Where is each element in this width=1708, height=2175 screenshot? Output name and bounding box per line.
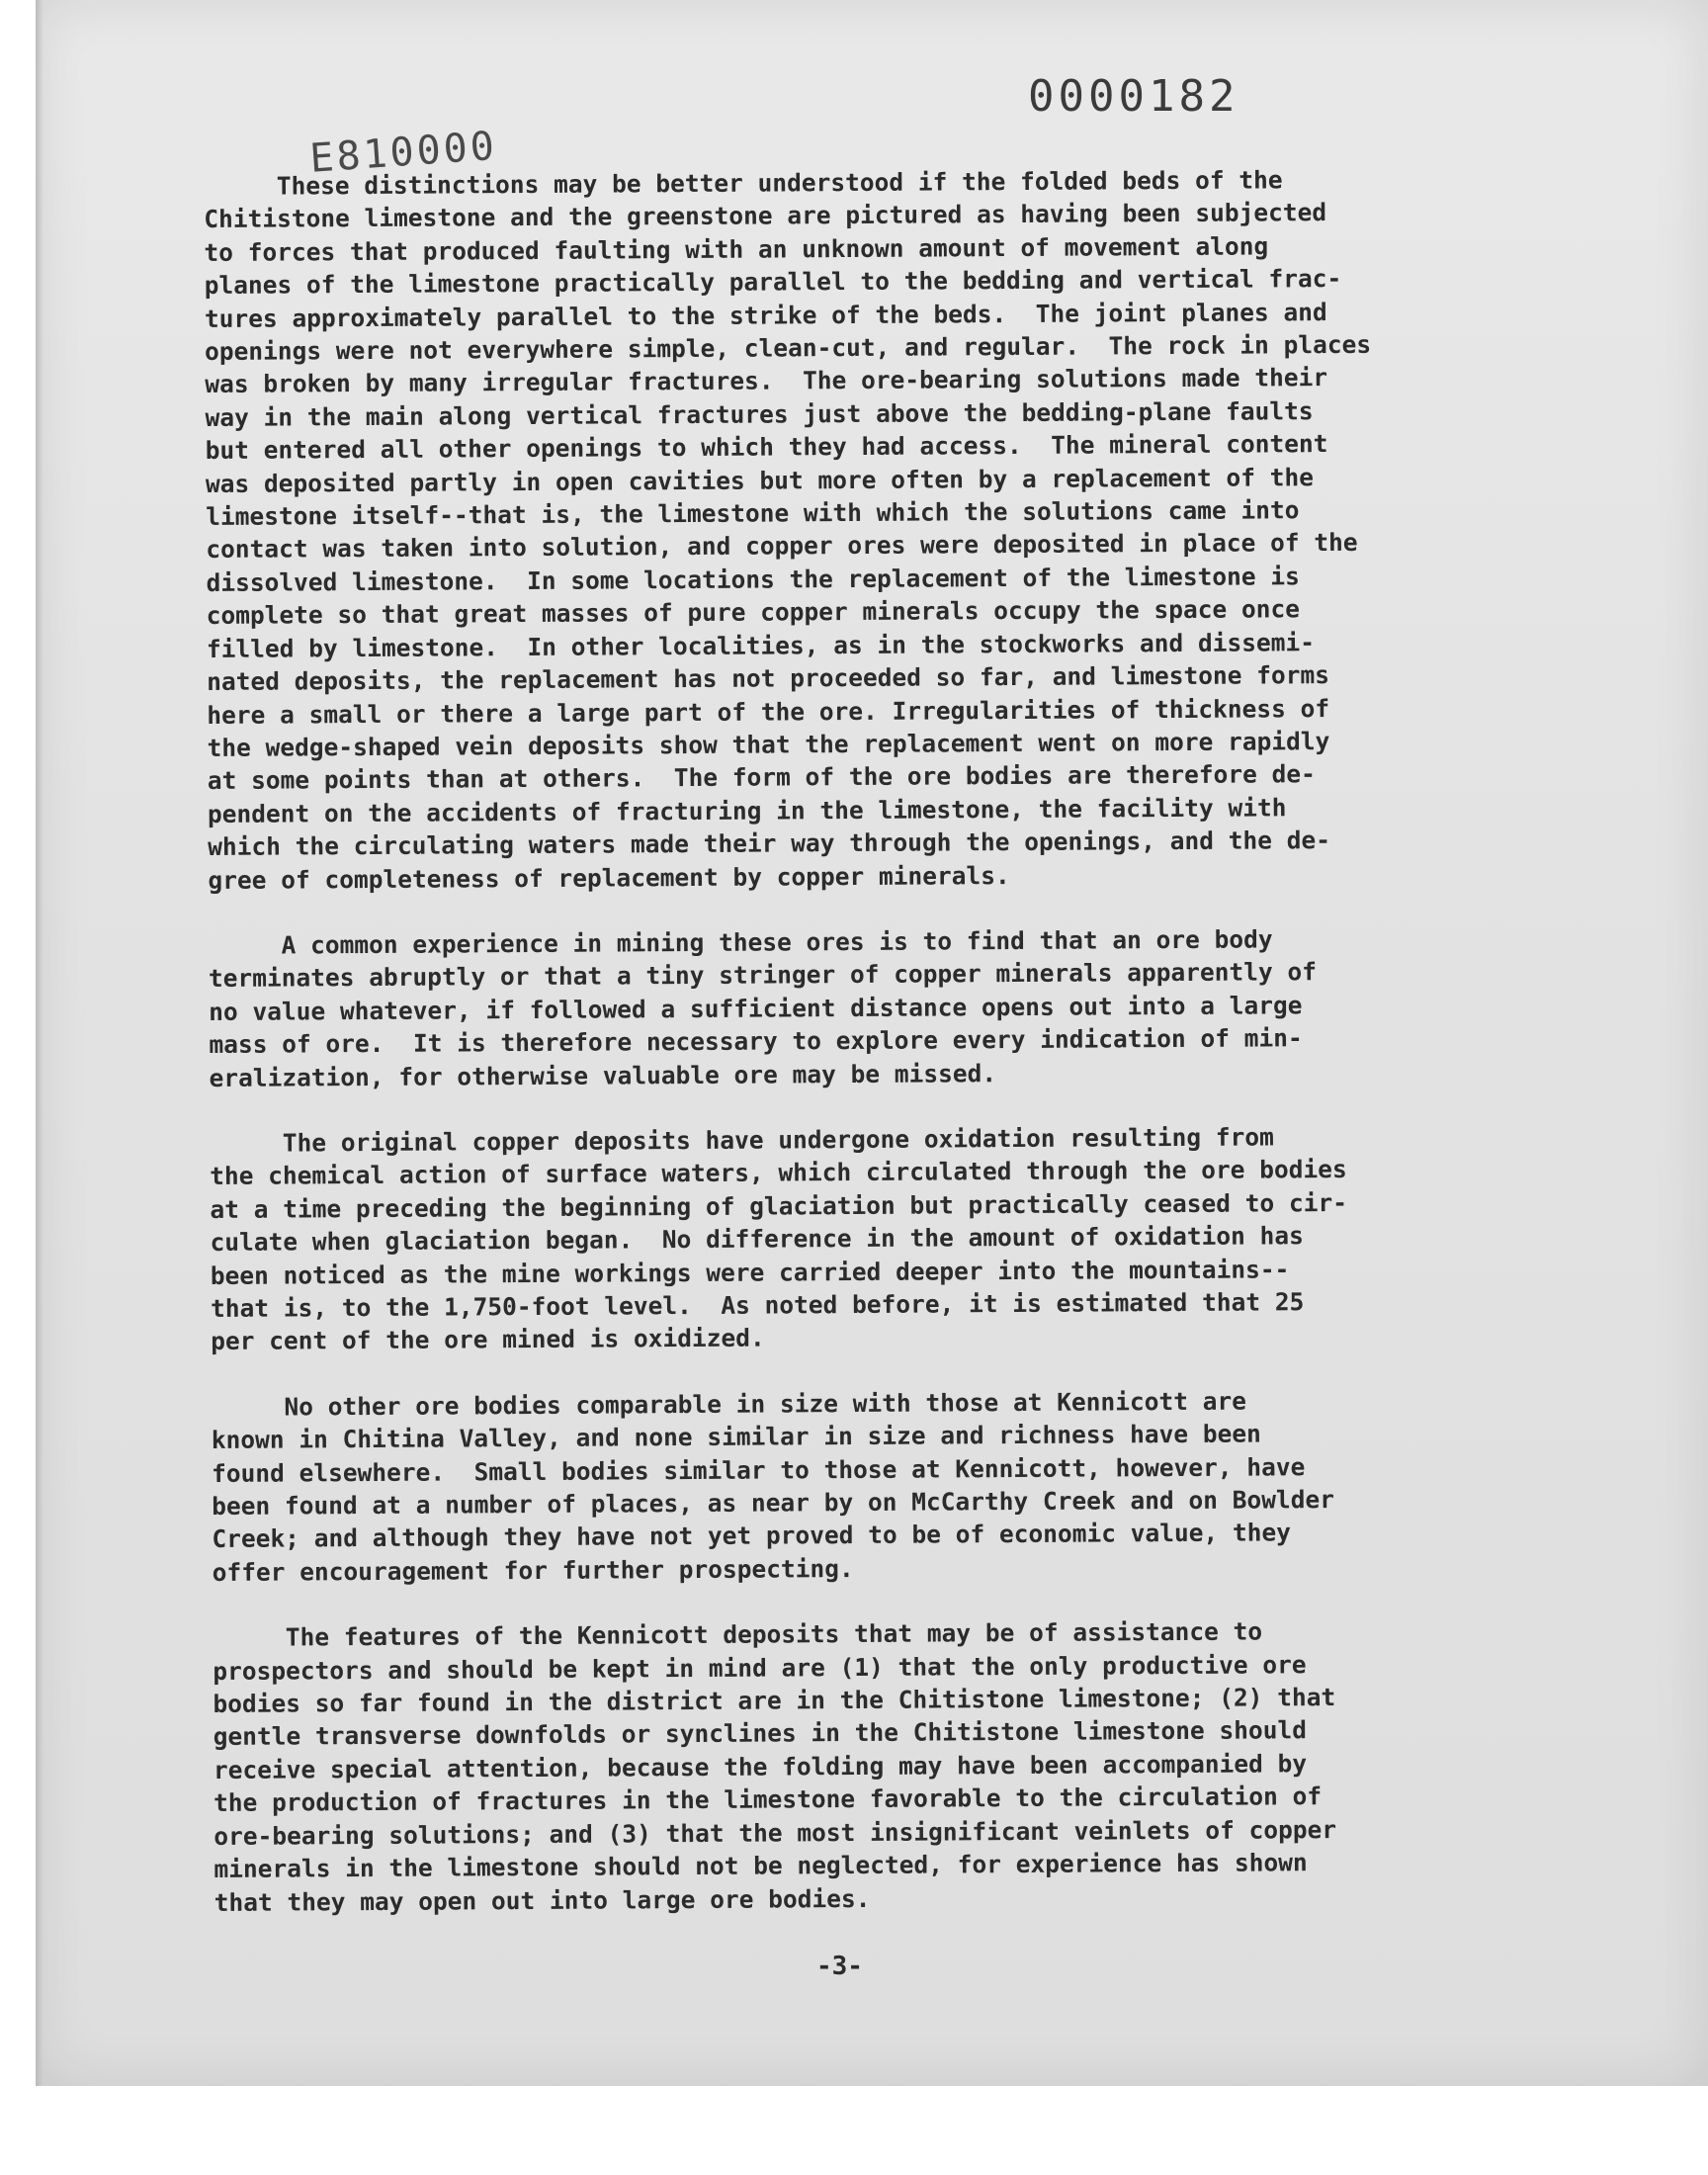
text-line: Chitistone limestone and the greenstone are pictured as having been subjected: [204, 198, 1327, 234]
text-line: found elsewhere. Small bodies similar to those at Kennicott, however, have: [211, 1451, 1306, 1488]
text-line: culate when glaciation began. No difference in the amount of oxidation has: [210, 1221, 1304, 1258]
paragraph: [209, 921, 1534, 1094]
text-line: filled by limestone. In other localities, as in the stockworks and dissemi-: [206, 627, 1316, 663]
paragraph: [212, 1383, 1537, 1590]
text-line: to forces that produced faulting with an unknown amount of movement along: [204, 231, 1269, 267]
text-line: openings were not everywhere simple, clean-cut, and regular. The rock in places: [205, 329, 1372, 367]
text-line: tures approximately parallel to the strike of the beds. The joint planes and: [204, 297, 1327, 333]
text-line: complete so that great masses of pure copper minerals occupy the space once: [206, 594, 1301, 631]
document-stamp-number: 0000182: [1028, 71, 1239, 122]
text-line: per cent of the ore mined is oxidized.: [211, 1323, 765, 1356]
text-line: that is, to the 1,750-foot level. As noted before, it is estimated that 25: [210, 1287, 1305, 1323]
text-line: gree of completeness of replacement by copper minerals.: [208, 860, 1010, 895]
text-line: A common experience in mining these ores is to find that an ore body: [208, 924, 1273, 960]
text-line: but entered all other openings to which they had access. The mineral content: [205, 429, 1328, 466]
text-line: was broken by many irregular fractures. The ore-bearing solutions made their: [205, 363, 1328, 399]
text-line: planes of the limestone practically parallel to the bedding and vertical frac-: [204, 264, 1342, 301]
document-body: [204, 162, 1539, 1919]
paragraph: [210, 1119, 1535, 1358]
text-line: the chemical action of surface waters, which circulated through the ore bodies: [210, 1155, 1347, 1191]
text-line: These distinctions may be better understood if the folded beds of the: [204, 165, 1283, 201]
text-line: bodies so far found in the district are in the Chitistone limestone; (2) that: [213, 1683, 1336, 1719]
text-line: the wedge-shaped vein deposits show that the replacement went on more rapidly: [207, 726, 1330, 762]
page-number: -3-: [816, 1952, 863, 1981]
text-line: known in Chitina Valley, and none similar in size and richness have been: [211, 1419, 1261, 1455]
text-line: been noticed as the mine workings were carried deeper into the mountains--: [210, 1254, 1290, 1290]
text-line: nated deposits, the replacement has not proceeded so far, and limestone forms: [207, 660, 1330, 697]
text-line: mass of ore. It is therefore necessary to explore every indication of min-: [209, 1023, 1303, 1060]
text-line: been found at a number of places, as near by on McCarthy Creek and on Bowlder: [212, 1485, 1335, 1522]
text-line: Creek; and although they have not yet proved to be of economic value, they: [212, 1518, 1292, 1554]
text-line: prospectors and should be kept in mind are (1) that the only productive ore: [213, 1649, 1307, 1686]
film-roll-stamp: E810000: [308, 123, 499, 182]
text-line: no value whatever, if followed a sufficient distance opens out into a large: [209, 990, 1303, 1026]
text-line: minerals in the limestone should not be neglected, for experience has shown: [214, 1848, 1308, 1884]
text-line: No other ore bodies comparable in size with those at Kennicott are: [211, 1386, 1246, 1422]
paragraph: [213, 1613, 1539, 1919]
text-line: at some points than at others. The form of the ore bodies are therefore de-: [207, 759, 1316, 796]
text-line: gentle transverse downfolds or synclines in the Chitistone limestone should: [213, 1715, 1308, 1752]
text-line: The original copper deposits have undergone oxidation resulting from: [209, 1122, 1274, 1158]
scan-shadow-edge: [36, 0, 43, 2086]
text-line: at a time preceding the beginning of glaciation but practically ceased to cir-: [210, 1187, 1348, 1224]
text-line: that they may open out into large ore bodies.: [214, 1883, 871, 1917]
text-line: eralization, for otherwise valuable ore may be missed.: [209, 1058, 997, 1092]
text-line: offer encouragement for further prospecting.: [212, 1553, 854, 1587]
text-line: the production of fractures in the limestone favorable to the circulation of: [214, 1782, 1323, 1818]
text-line: way in the main along vertical fractures just above the bedding-plane faults: [205, 395, 1314, 432]
text-line: pendent on the accidents of fracturing in the limestone, the facility with: [207, 793, 1287, 828]
text-line: dissolved limestone. In some locations the replacement of the limestone is: [206, 562, 1300, 597]
text-line: here a small or there a large part of the ore. Irregularities of thickness of: [207, 693, 1330, 730]
paragraph: [204, 162, 1532, 897]
text-line: The features of the Kennicott deposits that may be of assistance to: [212, 1616, 1263, 1653]
text-line: was deposited partly in open cavities but more often by a replacement of the: [205, 462, 1315, 498]
text-line: receive special attention, because the folding may have been accompanied by: [213, 1749, 1308, 1784]
text-line: which the circulating waters made their way through the openings, and the de-: [208, 826, 1331, 862]
text-line: terminates abruptly or that a tiny stringer of copper minerals apparently of: [208, 957, 1318, 994]
text-line: ore-bearing solutions; and (3) that the most insignificant veinlets of copper: [214, 1814, 1337, 1851]
text-line: limestone itself--that is, the limestone with which the solutions came into: [206, 495, 1300, 532]
text-line: contact was taken into solution, and copper ores were deposited in place of the: [206, 528, 1358, 565]
